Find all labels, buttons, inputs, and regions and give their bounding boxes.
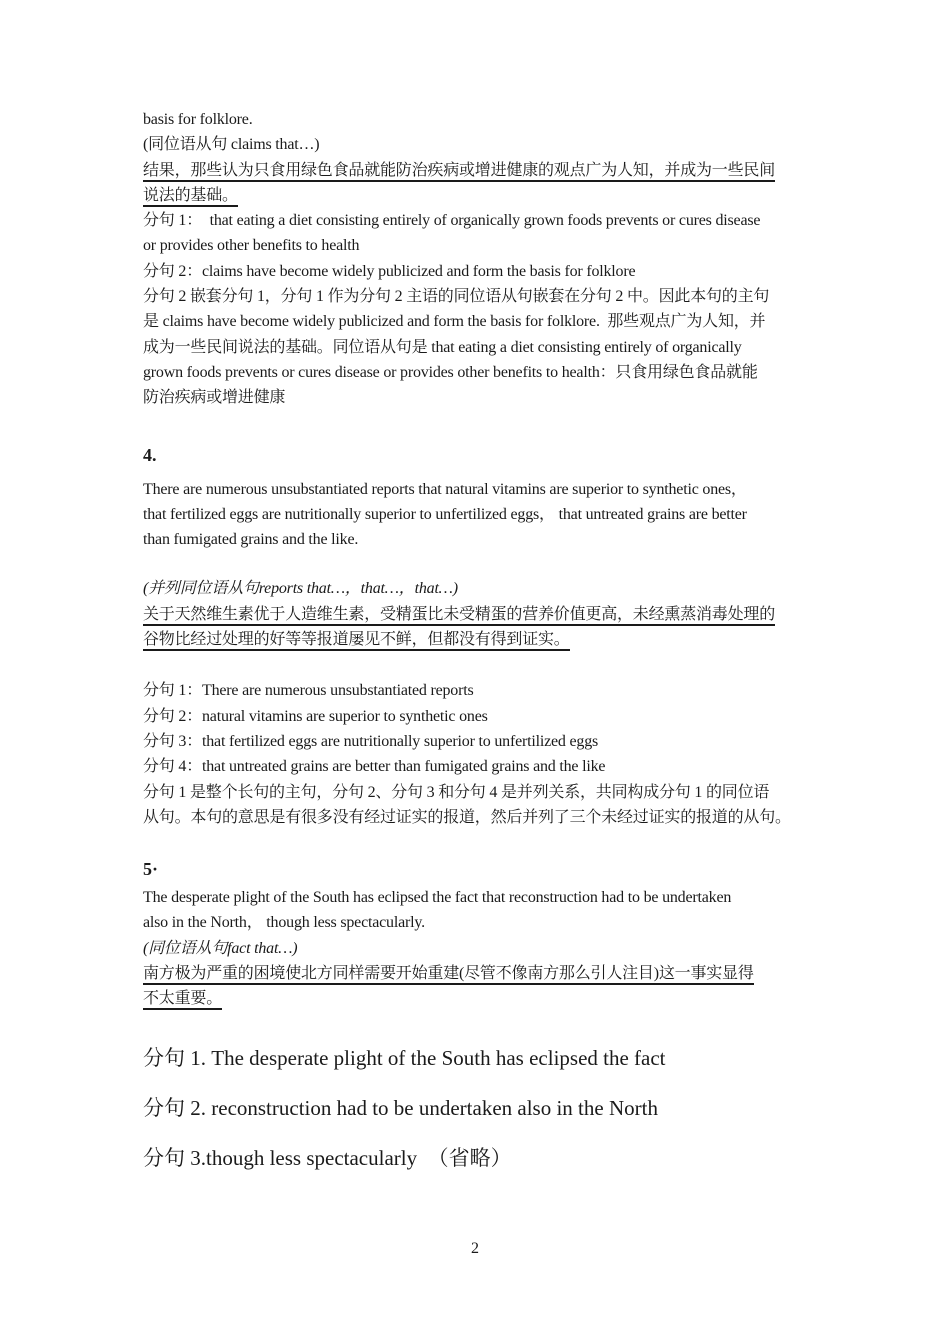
analysis-line: 分句 2 嵌套分句 1，分句 1 作为分句 2 主语的同位语从句嵌套在分句 2 中。因此本句的主句 [143,288,770,306]
sentence-line: than fumigated grains and the like. [143,531,359,549]
analysis-line: grown foods prevents or cures disease or provides other benefits to health：只食用绿色食品就能 [143,363,758,381]
underlined-text: 结果，那些认为只食用绿色食品就能防治疾病或增进健康的观点广为人知，并成为一些民间 [143,162,775,182]
grammar-note-line: (同位语从句 claims that…) [143,136,320,154]
clause-line: 分句 2. reconstruction had to be undertaken also in the North [143,1095,658,1120]
analysis-line: 成为一些民间说法的基础。同位语从句是 that eating a diet consisting entirely of organically [143,338,742,356]
section-heading: 4. [143,444,157,465]
page-number: 2 [471,1240,479,1257]
analysis-line: 是 claims have become widely publicized and form the basis for folklore. 那些观点广为人知，并 [143,313,766,331]
text-line: basis for folklore. [143,111,253,128]
analysis-line: 分句 1 是整个长句的主句，分句 2、分句 3 和分句 4 是并列关系，共同构成分句 1 的同位语 [143,783,770,801]
page-content [143,107,835,1183]
grammar-note-line: (同位语从句fact that…) [143,939,298,957]
analysis-line: 从句。本句的意思是有很多没有经过证实的报道，然后并列了三个未经过证实的报道的从句。 [143,808,791,826]
analysis-line: 防治疾病或增进健康 [143,389,286,407]
clause-line: 分句 1. The desperate plight of the South has eclipsed the fact [143,1045,666,1070]
underlined-text: 南方极为严重的困境使北方同样需要开始重建(尽管不像南方那么引人注目)这一事实显得 [143,965,754,985]
section-heading: 5· [143,859,159,880]
sentence-line: The desperate plight of the South has eclipsed the fact that reconstruction had to be undertaken [143,889,732,907]
clause-line: 分句 2：claims have become widely publicized and form the basis for folklore [143,262,636,280]
translation-line [143,158,835,183]
clause-line: 分句 3.though less spectacularly （省略） [143,1145,512,1170]
sentence-line: There are numerous unsubstantiated reports that natural vitamins are superior to synthetic ones， [143,480,747,498]
translation-line [143,602,835,627]
clause-line: 分句 4：that untreated grains are better than fumigated grains and the like [143,758,606,776]
clause-line: 分句 3：that fertilized eggs are nutritionally superior to unfertilized eggs [143,732,599,750]
clause-line: 分句 1： that eating a diet consisting entirely of organically grown foods prevents or cures disease [143,212,761,230]
underlined-text: 不太重要。 [143,990,222,1010]
translation-line [143,986,835,1011]
translation-line [143,627,835,652]
translation-line [143,961,835,986]
translation-line [143,183,835,208]
underlined-text: 谷物比经过处理的好等等报道屡见不鲜，但都没有得到证实。 [143,631,570,651]
clause-line: 分句 1：There are numerous unsubstantiated reports [143,682,474,700]
sentence-line: also in the North， though less spectacularly. [143,914,425,932]
clause-line: 分句 2：natural vitamins are superior to synthetic ones [143,707,488,725]
underlined-text: 说法的基础。 [143,187,238,207]
grammar-note-line: (并列同位语从句reports that…，that…，that…) [143,580,458,598]
underlined-text: 关于天然维生素优于人造维生素，受精蛋比未受精蛋的营养价值更高，未经熏蒸消毒处理的 [143,606,775,626]
clause-line: or provides other benefits to health [143,237,360,255]
sentence-line: that fertilized eggs are nutritionally superior to unfertilized eggs， that untreated grains are better [143,505,747,523]
